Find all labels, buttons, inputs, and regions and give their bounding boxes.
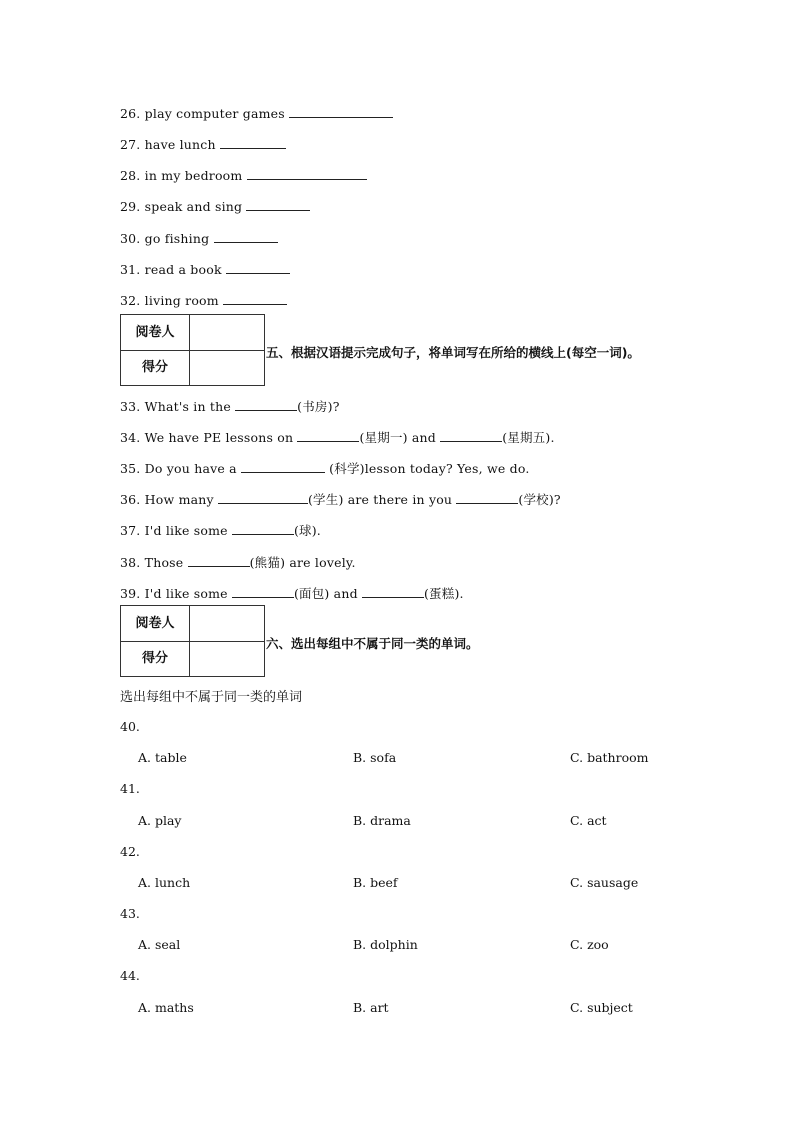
option-c[interactable]: C. sausage [570,875,639,890]
question-32: 32. living room [120,293,287,308]
question-33: 33. What's in the (书房)? [120,399,340,414]
section5-heading: 五、根据汉语提示完成句子，将单词写在所给的横线上(每空一词)。 [266,345,640,360]
question-number: 41. [120,781,140,796]
answer-blank[interactable] [289,106,393,118]
question-38: 38. Those (熊猫) are lovely. [120,555,356,570]
answer-blank[interactable] [235,399,297,411]
answer-blank[interactable] [218,492,308,504]
question-number: 43. [120,906,140,921]
option-b[interactable]: B. beef [353,875,398,890]
question-26: 26. play computer games [120,106,393,121]
score-field[interactable] [190,642,264,676]
question-36: 36. How many (学生) are there in you (学校)? [120,492,561,507]
option-c[interactable]: C. zoo [570,937,609,952]
question-30: 30. go fishing [120,231,278,246]
option-c[interactable]: C. subject [570,1000,633,1015]
question-28: 28. in my bedroom [120,168,367,183]
question-27: 27. have lunch [120,137,286,152]
question-31: 31. read a book [120,262,290,277]
answer-blank[interactable] [232,586,294,598]
reviewer-label: 阅卷人 [121,606,190,642]
answer-blank[interactable] [226,262,290,274]
grader-box [120,605,265,677]
question-35: 35. Do you have a (科学)lesson today? Yes, we do. [120,461,530,476]
score-field[interactable] [190,351,264,385]
answer-blank[interactable] [362,586,424,598]
answer-blank[interactable] [246,199,310,211]
answer-blank[interactable] [440,430,502,442]
option-b[interactable]: B. dolphin [353,937,418,952]
question-39: 39. I'd like some (面包) and (蛋糕). [120,586,464,601]
answer-blank[interactable] [456,492,518,504]
reviewer-field[interactable] [190,315,264,351]
question-number: 44. [120,968,140,983]
reviewer-field[interactable] [190,606,264,642]
option-a[interactable]: A. play [138,813,182,828]
answer-blank[interactable] [223,293,287,305]
answer-blank[interactable] [214,231,278,243]
option-a[interactable]: A. table [138,750,187,765]
answer-blank[interactable] [247,168,367,180]
question-number: 40. [120,719,140,734]
question-34: 34. We have PE lessons on (星期一) and (星期五). [120,430,555,445]
option-c[interactable]: C. act [570,813,607,828]
question-37: 37. I'd like some (球). [120,523,321,538]
option-b[interactable]: B. drama [353,813,411,828]
question-number: 42. [120,844,140,859]
option-c[interactable]: C. bathroom [570,750,649,765]
option-b[interactable]: B. sofa [353,750,397,765]
section6-instruction: 选出每组中不属于同一类的单词 [120,690,303,705]
answer-blank[interactable] [241,461,325,473]
answer-blank[interactable] [297,430,359,442]
answer-blank[interactable] [232,523,294,535]
option-a[interactable]: A. lunch [138,875,191,890]
option-a[interactable]: A. maths [138,1000,194,1015]
option-b[interactable]: B. art [353,1000,389,1015]
score-label: 得分 [121,642,190,676]
option-a[interactable]: A. seal [138,937,181,952]
answer-blank[interactable] [188,555,250,567]
answer-blank[interactable] [220,137,286,149]
reviewer-label: 阅卷人 [121,315,190,351]
question-29: 29. speak and sing [120,199,310,214]
score-label: 得分 [121,351,190,385]
section6-heading: 六、选出每组中不属于同一类的单词。 [266,636,479,651]
grader-box [120,314,265,386]
